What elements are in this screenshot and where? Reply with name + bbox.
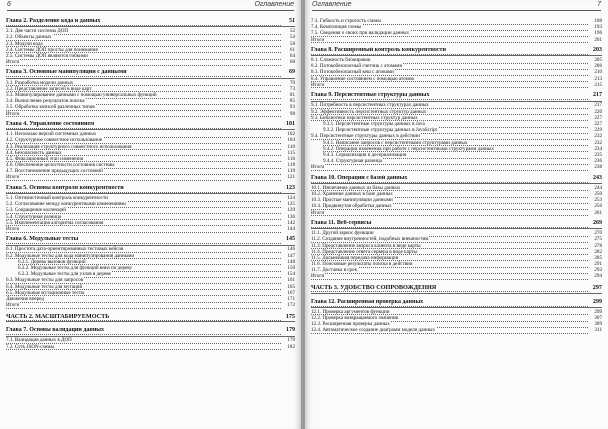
toc-entry-title: 8.4. Управление состоянием с помощью атомов [311, 75, 414, 82]
toc-entry [6, 226, 295, 232]
toc-entry-page: 102 [287, 131, 295, 138]
toc-entry-title: 10.1. Извлечение данных из базы данных [311, 184, 401, 191]
toc-entry [311, 37, 602, 43]
toc-entry-page: 203 [593, 46, 602, 53]
toc-entry-title: Глава 7. Основы валидации данных [6, 327, 104, 334]
toc-entry-title: 6.2.2. Модульные тесты для функций вниз по дереву [18, 265, 133, 272]
toc-entry-title: Итоги [6, 225, 20, 232]
toc-entry-title: 2.4. Системы ДОП просты для понимания [6, 46, 98, 53]
toc-entry-title: 11.4. Представление ответа сервера в виде карты [311, 248, 417, 255]
toc-entry-page: 144 [287, 225, 295, 232]
toc-entry-page: 52 [289, 28, 295, 35]
toc-entry-page: 118 [287, 162, 295, 169]
chapter-rule [6, 321, 295, 322]
toc-entry-page: 217 [594, 102, 602, 109]
toc-entry-page: 238 [594, 164, 602, 171]
page-header [312, 1, 601, 11]
toc-entry-title: 3.5. Обработка записей различных типов [6, 104, 95, 111]
toc-entry-title: Итоги [6, 59, 20, 66]
toc-entry-page: 270 [594, 230, 602, 237]
chapter-rule [311, 55, 602, 56]
toc-entry-title: Глава 10. Операции с базой данных [311, 174, 408, 181]
toc-entry-title: 6.2.1. Дерево вызовов функций [18, 258, 86, 265]
toc-entry-title: 11.7. Доставка в срок [311, 267, 358, 274]
toc-entry-page: 61 [289, 46, 295, 53]
toc-entry-page: 243 [593, 174, 602, 181]
toc-entry-title: 8.1. Сложность блокировок [311, 57, 371, 64]
toc-entry-page: 220 [594, 108, 602, 115]
toc-entry-title: 4.1. Несколько версий системных данных [6, 131, 97, 138]
toc-entry-page: 188 [594, 18, 602, 24]
toc-entry-page: 85 [289, 98, 295, 105]
toc-entry-page: 234 [594, 145, 602, 152]
toc-entry [311, 327, 602, 333]
toc-entry-title: 2.5. Системы ДОП являются гибкими [6, 52, 88, 59]
toc-entry-page: 285 [594, 254, 602, 261]
toc-entry-page: 70 [289, 79, 295, 86]
toc-entry-title: 9.4.3. Сериализация и десериализация [323, 151, 407, 158]
toc-entry-title: 7.2. Суть JSON-схемы [6, 343, 54, 350]
toc-entry-page: 150 [287, 265, 295, 272]
toc-entry-page: 172 [287, 302, 295, 309]
chapter-rule [6, 78, 295, 79]
toc-entry-title: Итоги [6, 110, 20, 117]
toc-entry-title: 9.4. Персистентные структуры данных в действии [311, 133, 420, 140]
toc-entry-page: 136 [287, 213, 295, 220]
toc-entry-title: 5.3. Сокращение коллекций [6, 207, 67, 214]
toc-entry-title: 6.1. Простота дата-ориентированных тестовых кейсов [6, 246, 124, 253]
toc-entry-page: 142 [287, 219, 295, 226]
toc-entry-page: 179 [286, 327, 295, 334]
toc-entry-title: 6.2.3. Модульные тесты для узлов в дереве [18, 271, 111, 278]
chapter-heading [311, 47, 602, 55]
toc-entry-page: 115 [287, 149, 295, 156]
toc-entry-page: 116 [287, 155, 295, 162]
toc-entry-title: 2.1. Две части системы ДОП [6, 28, 69, 35]
toc-entry-title: Движение вперед [6, 295, 45, 302]
chapter-heading [6, 69, 295, 77]
toc-entry-title: Глава 11. Веб-сервисы [311, 219, 372, 226]
toc-entry-page: 217 [593, 92, 602, 99]
toc-entry-page: 282 [594, 248, 602, 255]
toc-entry-title: Итоги [311, 81, 325, 88]
toc-entry-title: 10.4. Продвинутая обработка данных [311, 203, 392, 210]
toc-entry-page: 294 [594, 273, 602, 280]
left-page [0, 0, 301, 429]
toc-entry-page: 68 [289, 59, 295, 66]
chapter-heading [6, 327, 295, 335]
toc-entry-title: Глава 3. Основные манипуляции с данными [6, 69, 127, 76]
toc-entry-page: 69 [289, 69, 295, 76]
toc-entry-page: 256 [594, 203, 602, 210]
toc-entry-title: Глава 2. Разделение кода и данных [6, 18, 101, 24]
toc-entry-page: 147 [287, 252, 295, 259]
toc-entry-title: 6.2. Модульные тесты для кода манипулирования данными [6, 252, 135, 259]
toc-entry-title: 5.2. Согласование между конкурентными изменениями [6, 201, 126, 208]
toc-entry [6, 344, 295, 350]
toc-entry-page: 146 [287, 246, 295, 253]
toc-entry-title: 7.5. Сведения о своих при валидации данных [311, 30, 410, 37]
chapter-heading [6, 121, 295, 129]
part-heading [311, 284, 602, 292]
toc-entry-page: 299 [594, 308, 602, 315]
toc-entry-title: Глава 6. Модульные тесты [6, 236, 79, 243]
toc-entry [6, 111, 295, 117]
toc-entry-page: 210 [594, 69, 602, 76]
toc-entry-title: Итоги [6, 302, 20, 309]
page-number: 6 [7, 1, 11, 8]
toc-entry-title: Глава 5. Основы контроля конкурентности [6, 184, 124, 191]
toc-entry-page: 119 [287, 168, 295, 175]
toc-entry-page: 167 [287, 289, 295, 296]
toc-entry [6, 59, 295, 65]
toc-entry-page: 51 [289, 18, 295, 24]
toc-entry-title: 4.3. Реализация структурного совместного использования [6, 143, 132, 150]
toc-entry-page: 196 [594, 30, 602, 37]
toc-entry-title: 7.4. Композиция схемы [311, 24, 362, 31]
chapter-heading [6, 185, 295, 193]
toc-entry-title: 7.1. Валидация данных в ДОП [6, 337, 72, 344]
toc-entry-page: 235 [594, 151, 602, 158]
toc-entry-title: 12.2. Проверка возвращаемого значения [311, 314, 398, 321]
part-heading [6, 313, 295, 321]
toc-entry-title: Итоги [311, 209, 325, 216]
toc-entry-page: 165 [287, 283, 295, 290]
toc-entry-title: 6.5. Модульные мутационные тесты [6, 289, 85, 296]
toc-entry-page: 93 [289, 104, 295, 111]
toc-entry-title: 2.2. Объекты данных [6, 34, 52, 41]
running-header: Оглавление [254, 1, 294, 8]
toc-entry-title: 3.1. Разработка модели данных [6, 79, 74, 86]
toc-entry-title: 4.4. Безопасность данных [6, 149, 62, 156]
toc-entry-page: 123 [286, 184, 295, 191]
toc-entry-title: 8.2. Потокобезопасный счетчик с атомами [311, 63, 403, 70]
toc-entry-title: 7.3. Гибкость и строгость схемы [311, 18, 381, 24]
toc-entry-page: 171 [287, 295, 295, 302]
toc-entry-title: 9.4.1. Написание запросов с персистентными структурами данных [323, 139, 468, 146]
toc-entry-page: 232 [594, 139, 602, 146]
chapter-rule [6, 245, 295, 246]
toc-entry-title: ЧАСТЬ 3. УДОБСТВО СОПРОВОЖДЕНИЯ [311, 283, 437, 291]
toc-entry-title: 5.1. Оптимистичный контроль конкурентности [6, 195, 108, 201]
chapter-rule [6, 26, 295, 27]
toc-entry-page: 201 [594, 36, 602, 43]
toc-entry-title: 10.2. Хранение данных в базе данных [311, 191, 393, 198]
toc-entry-page: 253 [594, 197, 602, 204]
toc-entry-title: 12.4. Автоматическое создание диаграмм модели данных [311, 327, 435, 334]
table-of-contents [6, 18, 295, 350]
toc-entry-page: 206 [594, 63, 602, 70]
toc-entry-title: 3.4. Вычисление результатов поиска [6, 98, 85, 105]
toc-entry-page: 161 [287, 277, 295, 284]
toc-entry [6, 174, 295, 180]
toc-entry-title: Глава 12. Расширенная проверка данных [311, 298, 424, 305]
toc-entry-title: Итоги [311, 273, 325, 280]
toc-entry-title: 5.5. Имплементация алгоритма согласования [6, 219, 104, 226]
toc-entry-title: 12.1. Проверка аргументов функции [311, 308, 390, 315]
toc-entry-title: 6.4. Модульные тесты для мутаций [6, 283, 83, 290]
toc-entry-title: 9.4.4. Структурная разница [323, 158, 382, 165]
toc-entry-page: 299 [593, 298, 602, 305]
toc-entry-page: 64 [289, 52, 295, 59]
toc-entry-page: 205 [594, 57, 602, 64]
toc-entry-page: 125 [287, 201, 295, 208]
toc-entry-page: 121 [287, 174, 295, 181]
toc-entry-title: 9.3.1. Персистентные структуры данных в Java [323, 120, 425, 127]
chapter-rule [311, 228, 602, 229]
chapter-heading [311, 299, 602, 307]
toc-entry-page: 104 [287, 137, 295, 144]
chapter-heading [311, 92, 602, 100]
toc-entry-title: 9.1. Потребность в персистентных структурах данных [311, 102, 429, 109]
toc-entry-page: 54 [289, 34, 295, 41]
toc-entry-page: 269 [593, 219, 602, 226]
toc-entry-page: 307 [594, 314, 602, 321]
toc-entry-title: 10.3. Простые манипуляции данными [311, 197, 393, 204]
toc-entry-page: 129 [287, 207, 295, 214]
chapter-heading [311, 220, 602, 228]
toc-entry-page: 73 [289, 85, 295, 92]
chapter-heading [6, 236, 295, 244]
toc-entry [311, 82, 602, 88]
toc-entry [6, 302, 295, 308]
toc-entry-page: 309 [594, 321, 602, 328]
toc-entry-page: 297 [592, 283, 602, 291]
toc-entry-page: 250 [594, 191, 602, 198]
toc-entry-page: 182 [287, 343, 295, 350]
toc-entry-title: 11.3. Представление запроса клиента в виде карты [311, 242, 421, 249]
toc-entry-title: Итоги [311, 36, 325, 43]
right-page [305, 0, 608, 429]
toc-entry-page: 145 [286, 236, 295, 243]
toc-entry-page: 293 [594, 267, 602, 274]
chapter-rule [6, 129, 295, 130]
toc-entry-page: 179 [287, 337, 295, 344]
toc-entry-title: 4.2. Структурное совместное использование [6, 137, 103, 144]
toc-entry-title: 11.5. Дальнейшая передача информации [311, 254, 399, 261]
chapter-rule [311, 293, 602, 294]
toc-entry-page: 58 [289, 40, 295, 47]
toc-entry-title: 9.4.2. Операции изменения при работе с персистентными структурами данных [323, 145, 494, 152]
toc-entry-page: 229 [594, 127, 602, 134]
toc-entry-page: 98 [289, 110, 295, 117]
toc-entry-title: 6.3. Модульные тесты для запросов [6, 277, 84, 284]
toc-entry-page: 81 [289, 92, 295, 99]
toc-entry-page: 110 [287, 143, 295, 150]
chapter-rule [6, 336, 295, 337]
toc-entry-title: 5.4. Структурная разница [6, 213, 62, 220]
page-header [7, 1, 294, 11]
toc-entry [311, 273, 602, 279]
toc-entry-title: 9.2. Эффективность персистентных структур данных [311, 108, 427, 115]
toc-entry-page: 215 [594, 81, 602, 88]
toc-entry-title: Итоги [6, 174, 20, 181]
toc-entry-title: 11.1. Другой заркос функции [311, 230, 374, 237]
toc-entry-title: 3.2. Представление записей в виде карт [6, 85, 92, 92]
toc-entry-page: 193 [594, 24, 602, 31]
toc-entry-title: 12.3. Расширенная проверка данных [311, 321, 390, 328]
running-header: Оглавление [312, 1, 352, 8]
toc-entry-page: 175 [285, 312, 295, 320]
toc-entry-title: 4.7. Восстановление предыдущих состояний [6, 168, 103, 175]
toc-entry-page: 261 [594, 209, 602, 216]
toc-entry-page: 244 [594, 184, 602, 191]
toc-entry [311, 210, 602, 216]
chapter-rule [311, 307, 602, 308]
toc-entry-page: 154 [287, 271, 295, 278]
toc-entry-title: Итоги [311, 164, 325, 171]
toc-entry-title: 9.3.2. Персистентные структуры данных в JavaScript [323, 127, 437, 134]
toc-entry-page: 236 [594, 158, 602, 165]
toc-entry-page: 213 [594, 75, 602, 82]
page-number: 7 [597, 1, 601, 8]
chapter-rule [6, 193, 295, 194]
toc-entry-title: 8.3. Потокобезопасный кеш с атомами [311, 69, 394, 76]
toc-entry-title: Глава 9. Персистентные структуры данных [311, 92, 430, 99]
toc-entry-page: 275 [594, 236, 602, 243]
toc-entry-title: Глава 8. Расширенный контроль конкурентности [311, 46, 446, 53]
toc-entry-title: 11.2. Создание внутренностей, подобных внешностям [311, 236, 429, 243]
chapter-heading [311, 175, 602, 183]
toc-entry-page: 278 [594, 242, 602, 249]
toc-entry-page: 291 [594, 261, 602, 268]
toc-entry-title: 4.6. Обеспечение целостности состояния системы [6, 162, 115, 169]
toc-entry-title: 3.3. Манипулирование данными с помощью универсальных функций [6, 92, 157, 99]
toc-entry-title: 9.3. Библиотеки персистентных структур данных [311, 114, 418, 121]
toc-entry-title: 11.6. Поисковые результаты поиска в действии [311, 261, 413, 268]
chapter-rule [311, 101, 602, 102]
toc-entry-page: 101 [286, 120, 295, 127]
toc-entry-page: 227 [594, 120, 602, 127]
chapter-heading [6, 18, 295, 26]
toc-entry-title: 2.3. Модули кода [6, 40, 43, 47]
table-of-contents [311, 18, 602, 334]
toc-entry-page: 311 [594, 327, 602, 334]
toc-entry [311, 164, 602, 170]
chapter-rule [311, 183, 602, 184]
toc-entry-title: Глава 4. Управление состоянием [6, 120, 95, 127]
toc-entry-page: 148 [287, 258, 295, 265]
toc-entry-page: 227 [594, 114, 602, 121]
toc-entry-page: 232 [594, 133, 602, 140]
toc-entry-page: 124 [287, 195, 295, 201]
toc-entry-title: 4.5. Фиксационный этап изменения [6, 155, 84, 162]
toc-entry-title: ЧАСТЬ 2. МАСШТАБИРУЕМОСТЬ [6, 312, 110, 320]
